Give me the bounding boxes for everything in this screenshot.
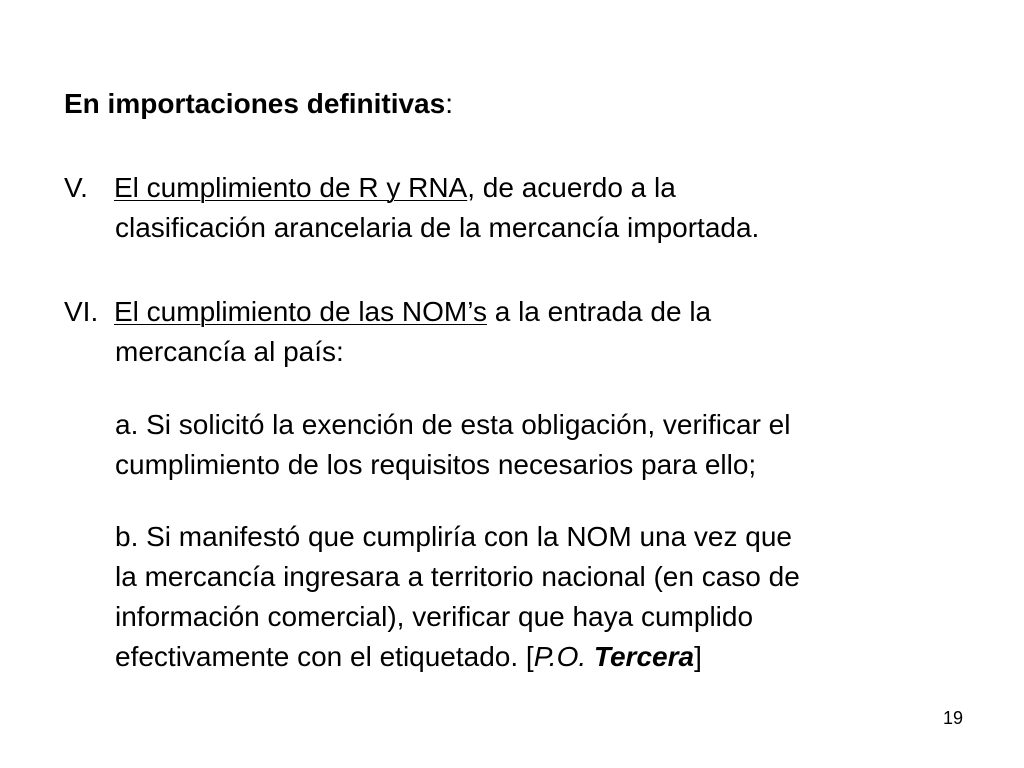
item-v-text: , de acuerdo a la xyxy=(467,172,676,203)
list-item-v xyxy=(64,168,964,248)
sub-b-line-4-text: efectivamente con el etiquetado. [ xyxy=(115,641,534,672)
sub-item-b xyxy=(115,517,995,677)
reference-close-bracket: ] xyxy=(694,641,702,672)
sub-a-line-2: cumplimiento de los requisitos necesarios para ello; xyxy=(115,449,757,480)
list-item-vi xyxy=(64,292,964,372)
heading-bold-text: En importaciones definitivas xyxy=(64,88,446,119)
sub-a-line-1: a. Si solicitó la exención de esta obligación, verificar el xyxy=(115,409,791,440)
sub-b-line-1: b. Si manifestó que cumpliría con la NOM una vez que xyxy=(115,521,793,552)
item-vi-continuation: mercancía al país: xyxy=(115,336,344,367)
sub-b-line-2: la mercancía ingresara a territorio nacional (en caso de xyxy=(115,561,800,592)
heading-colon: : xyxy=(445,88,453,119)
reference-space xyxy=(586,641,594,672)
sub-b-line-4 xyxy=(115,637,995,677)
item-vi-text: a la entrada de la xyxy=(486,296,712,327)
page-number: 19 xyxy=(942,708,963,728)
sub-b-line-3: información comercial), verificar que haya cumplido xyxy=(115,601,754,632)
item-v-continuation: clasificación arancelaria de la mercancía importada. xyxy=(115,212,760,243)
list-marker-v: V. xyxy=(64,172,88,203)
slide-heading xyxy=(64,84,453,124)
list-marker-vi: VI. xyxy=(64,296,99,327)
reference-tercera: Tercera xyxy=(593,641,695,672)
item-v-underlined-text: El cumplimiento de R y RNA xyxy=(114,172,468,203)
reference-po: P.O. xyxy=(533,641,587,672)
item-vi-underlined-text: El cumplimiento de las NOM’s xyxy=(114,296,487,327)
sub-item-a xyxy=(115,405,995,485)
